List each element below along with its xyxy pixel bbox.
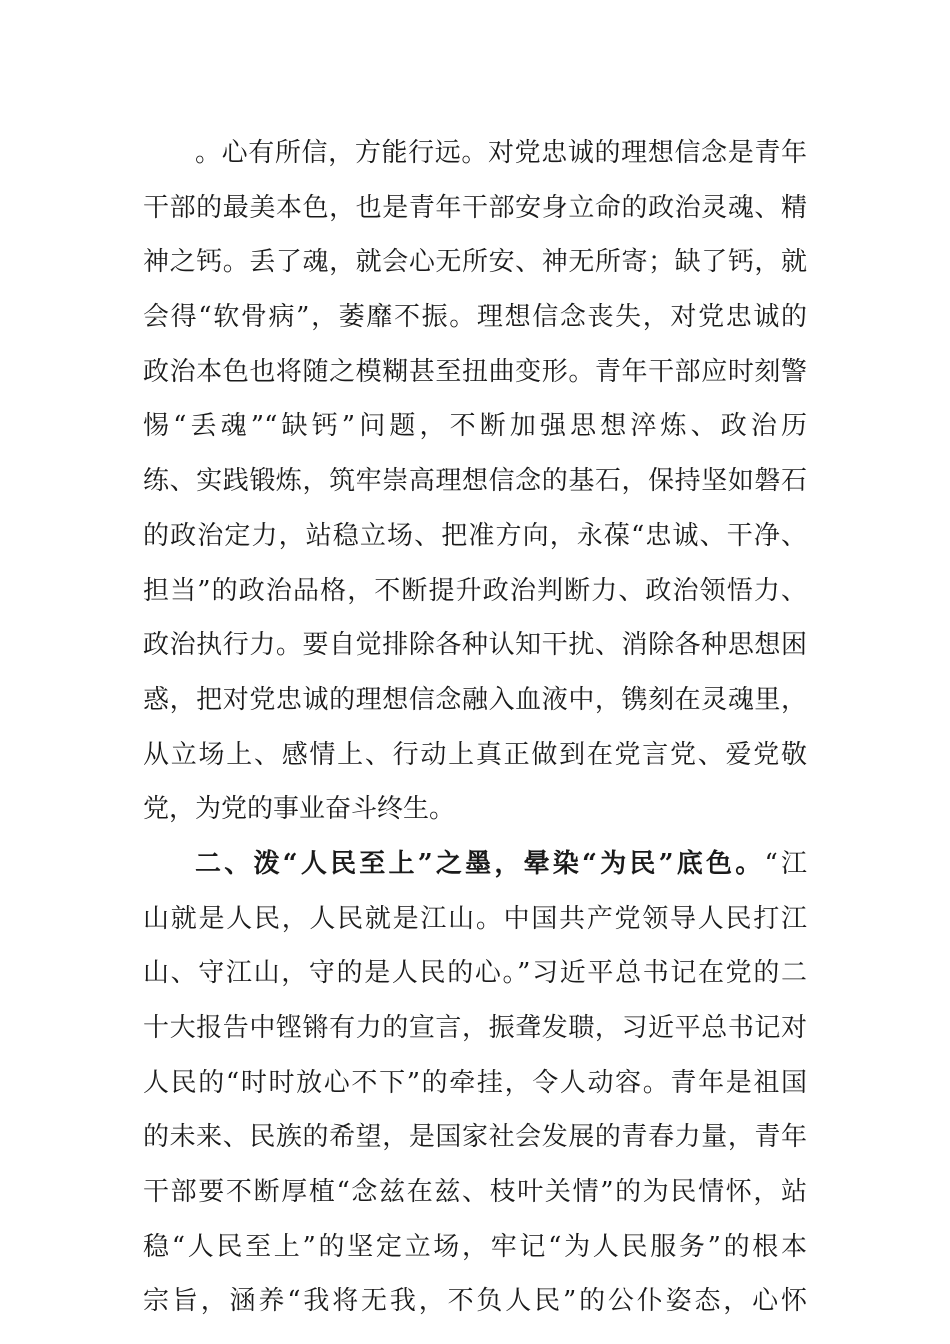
- paragraph-line: 。心有所信，方能行远。对党忠诚的理想信念是青年: [195, 138, 807, 168]
- paragraph-line: 惕“丢魂”“缺钙”问题，不断加强思想淬炼、政治历: [143, 411, 807, 442]
- paragraph-1: [143, 126, 807, 837]
- section-2: [143, 837, 807, 1329]
- paragraph-line: 政治本色也将随之模糊甚至扭曲变形。青年干部应时刻警: [143, 356, 807, 387]
- paragraph-line: 稳“人民至上”的坚定立场，牢记“为人民服务”的根本: [143, 1231, 807, 1262]
- paragraph-line: 惑，把对党忠诚的理想信念融入血液中，镌刻在灵魂里，: [143, 684, 807, 715]
- paragraph-line: 从立场上、感情上、行动上真正做到在党言党、爱党敬: [143, 739, 807, 770]
- section-heading: 二、泼“人民至上”之墨，晕染“为民”底色。: [195, 848, 765, 879]
- paragraph-line: 神之钙。丢了魂，就会心无所安、神无所寄；缺了钙，就: [143, 247, 807, 278]
- paragraph-line: 干部要不断厚植“念兹在兹、枝叶关情”的为民情怀，站: [143, 1177, 807, 1208]
- document-page: [143, 126, 807, 1329]
- paragraph-line: 会得“软骨病”，萎靡不振。理想信念丧失，对党忠诚的: [143, 302, 807, 333]
- paragraph-line: 政治执行力。要自觉排除各种认知干扰、消除各种思想困: [143, 630, 807, 661]
- section-2-first-line: [143, 837, 807, 892]
- paragraph-line: 担当”的政治品格，不断提升政治判断力、政治领悟力、: [143, 575, 807, 606]
- paragraph-line: 干部的最美本色，也是青年干部安身立命的政治灵魂、精: [143, 192, 807, 223]
- paragraph-line: 山、守江山，守的是人民的心。”习近平总书记在党的二: [143, 958, 807, 989]
- paragraph-line: 练、实践锻炼，筑牢崇高理想信念的基石，保持坚如磐石: [143, 466, 807, 497]
- paragraph-line: 的政治定力，站稳立场、把准方向，永葆“忠诚、干净、: [143, 520, 807, 551]
- paragraph-line: 十大报告中铿锵有力的宣言，振聋发聩，习近平总书记对: [143, 1013, 807, 1043]
- paragraph-line: 党，为党的事业奋斗终生。: [143, 794, 456, 825]
- paragraph-line: 的未来、民族的希望，是国家社会发展的青春力量，青年: [143, 1122, 807, 1153]
- paragraph-line: 宗旨，涵养“我将无我，不负人民”的公仆姿态，心怀: [143, 1286, 807, 1317]
- paragraph-line: 山就是人民，人民就是江山。中国共产党领导人民打江: [143, 903, 807, 934]
- paragraph-line: 人民的“时时放心不下”的牵挂，令人动容。青年是祖国: [143, 1067, 807, 1098]
- section-2-first-line-rest: “江: [764, 848, 807, 879]
